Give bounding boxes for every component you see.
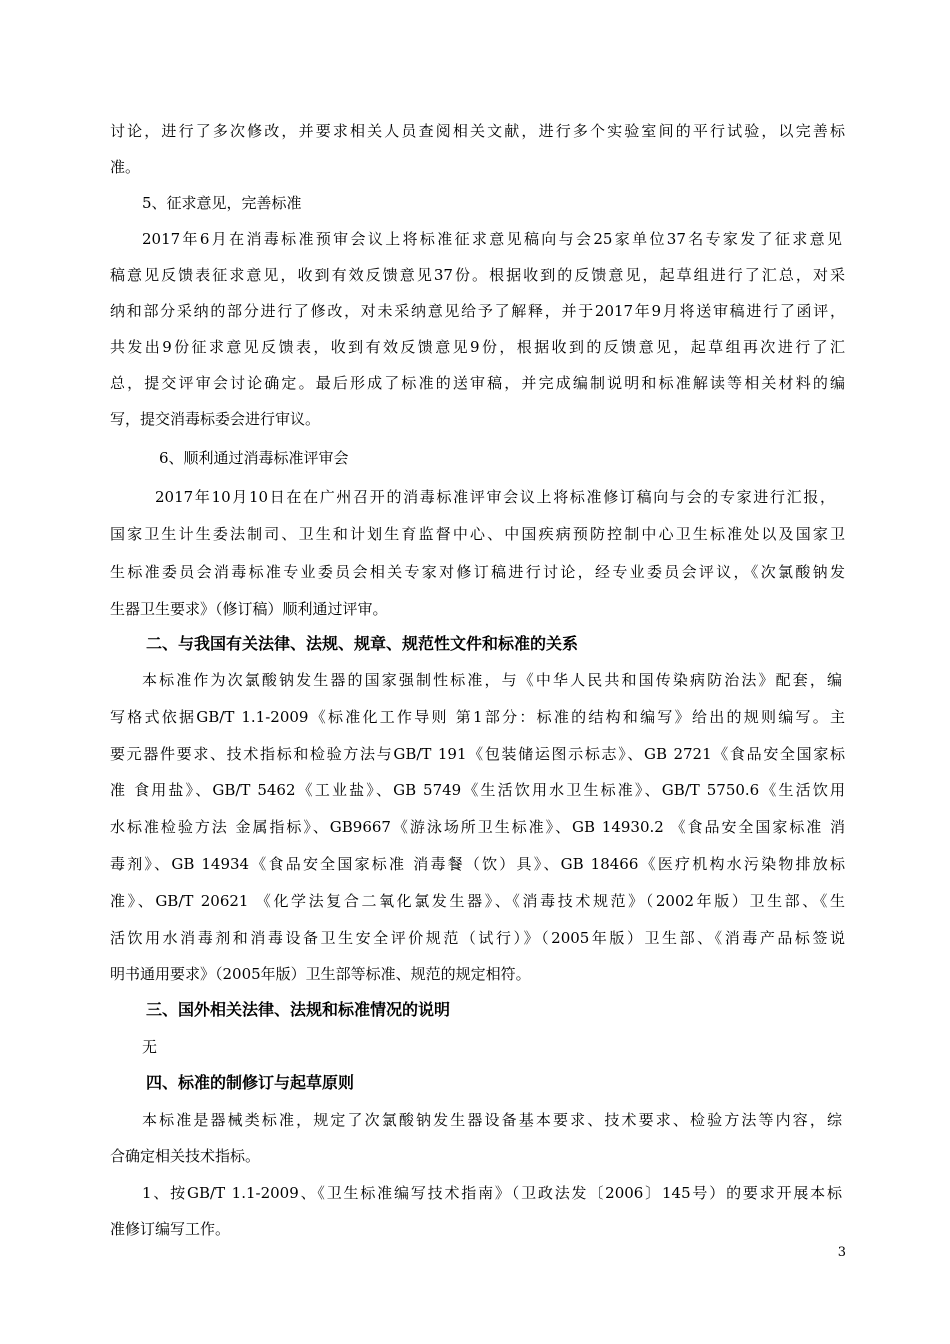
paragraph-line: 2017年6月在消毒标准预审会议上将标准征求意见稿向与会25家单位37名专家发了征求意见 — [142, 230, 842, 248]
paragraph-line: 水标准检验方法 金属指标》、GB9667《游泳场所卫生标准》、GB 14930.2 《食品安全国家标准 消 — [110, 818, 845, 836]
paragraph-line: 本标准作为次氯酸钠发生器的国家强制性标准，与《中华人民共和国传染病防治法》配套，编 — [142, 671, 842, 689]
subsection-heading: 5、征求意见，完善标准 — [142, 194, 302, 212]
paragraph-line: 1、按GB/T 1.1-2009、《卫生标准编写技术指南》（卫政法发〔2006〕145号）的要求开展本标 — [142, 1184, 842, 1202]
section-heading: 四、标准的制修订与起草原则 — [146, 1073, 355, 1092]
subsection-heading: 6、顺利通过消毒标准评审会 — [159, 449, 349, 467]
paragraph-line: 要元器件要求、技术指标和检验方法与GB/T 191《包装储运图示标志》、GB 2721《食品安全国家标 — [110, 745, 845, 763]
paragraph-line: 明书通用要求》（2005年版）卫生部等标准、规范的规定相符。 — [110, 965, 531, 983]
paragraph-line: 生标准委员会消毒标准专业委员会相关专家对修订稿进行讨论，经专业委员会评议，《次氯酸钠发 — [110, 563, 845, 581]
paragraph-line: 准。 — [110, 158, 141, 176]
paragraph-line: 毒剂》、GB 14934《食品安全国家标准 消毒餐（饮）具》、GB 18466《医疗机构水污染物排放标 — [110, 855, 845, 873]
paragraph-line: 准》、GB/T 20621 《化学法复合二氧化氯发生器》、《消毒技术规范》（2002年版）卫生部、《生 — [110, 892, 845, 910]
paragraph-line: 合确定相关技术指标。 — [110, 1147, 261, 1165]
paragraph-line: 稿意见反馈表征求意见，收到有效反馈意见37份。根据收到的反馈意见，起草组进行了汇总，对采 — [110, 266, 845, 284]
paragraph-line: 纳和部分采纳的部分进行了修改，对未采纳意见给予了解释，并于2017年9月将送审稿进行了函评， — [110, 302, 845, 320]
paragraph-line: 写，提交消毒标委会进行审议。 — [110, 410, 321, 428]
paragraph-line: 国家卫生计生委法制司、卫生和计划生育监督中心、中国疾病预防控制中心卫生标准处以及国家卫 — [110, 525, 845, 543]
paragraph-line: 活饮用水消毒剂和消毒设备卫生安全评价规范（试行）》（2005年版）卫生部、《消毒产品标签说 — [110, 929, 845, 947]
paragraph-line: 总，提交评审会讨论确定。最后形成了标准的送审稿，并完成编制说明和标准解读等相关材料的编 — [110, 374, 845, 392]
paragraph-line: 共发出9份征求意见反馈表，收到有效反馈意见9份，根据收到的反馈意见，起草组再次进行了汇 — [110, 338, 845, 356]
paragraph-line: 讨论，进行了多次修改，并要求相关人员查阅相关文献，进行多个实验室间的平行试验，以完善标 — [110, 122, 845, 140]
paragraph-line: 2017年10月10日在在广州召开的消毒标准评审会议上将标准修订稿向与会的专家进行汇报， — [155, 488, 835, 506]
paragraph-line: 准 食用盐》、GB/T 5462《工业盐》、GB 5749《生活饮用水卫生标准》、GB/T 5750.6《生活饮用 — [110, 781, 845, 799]
section-heading: 二、与我国有关法律、法规、规章、规范性文件和标准的关系 — [146, 634, 579, 653]
page-number: 3 — [837, 1245, 846, 1260]
paragraph-line: 准修订编写工作。 — [110, 1220, 231, 1238]
paragraph-line: 本标准是器械类标准，规定了次氯酸钠发生器设备基本要求、技术要求、检验方法等内容，综 — [142, 1111, 842, 1129]
paragraph-line: 写格式依据GB/T 1.1-2009《标准化工作导则 第1部分：标准的结构和编写》给出的规则编写。主 — [110, 708, 845, 726]
paragraph-line: 生器卫生要求》（修订稿）顺利通过评审。 — [110, 600, 388, 618]
section-heading: 三、国外相关法律、法规和标准情况的说明 — [146, 1000, 451, 1019]
paragraph-line: 无 — [142, 1038, 158, 1056]
